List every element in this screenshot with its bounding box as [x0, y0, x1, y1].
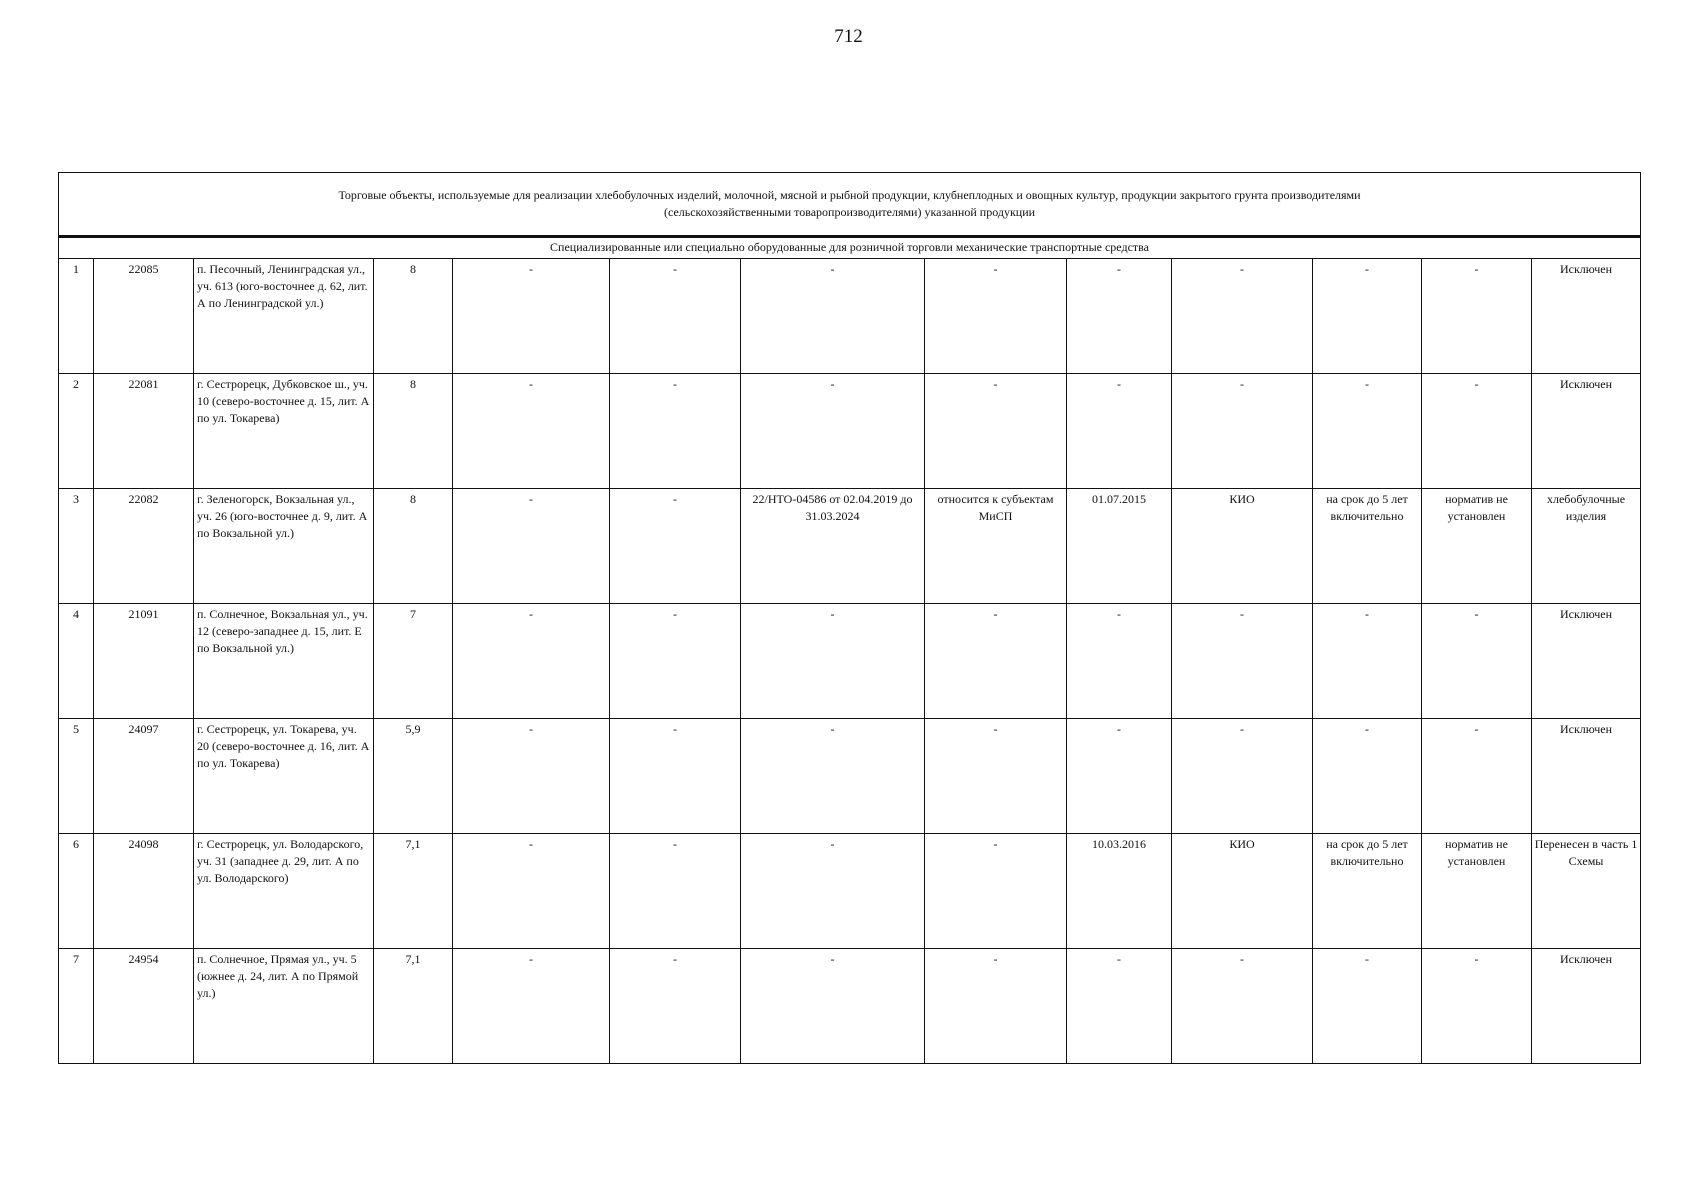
column-6-cell: - [610, 374, 741, 489]
contract-cell: - [741, 259, 925, 374]
object-id-cell: 22085 [94, 259, 194, 374]
address-cell: г. Сестрорецк, ул. Володарского, уч. 31 (западнее д. 29, лит. А по ул. Володарского) [194, 834, 374, 949]
term-cell: на срок до 5 лет включительно [1313, 834, 1422, 949]
business-category-cell: - [925, 834, 1067, 949]
status-cell: Перенесен в часть 1 Схемы [1532, 834, 1641, 949]
date-cell: - [1067, 949, 1172, 1064]
address-cell: г. Сестрорецк, Дубковское ш., уч. 10 (северо-восточнее д. 15, лит. А по ул. Токарева) [194, 374, 374, 489]
authority-cell: - [1172, 374, 1313, 489]
status-cell: хлебобулочные изделия [1532, 489, 1641, 604]
business-category-cell: - [925, 259, 1067, 374]
business-category-cell: - [925, 604, 1067, 719]
object-id-cell: 24098 [94, 834, 194, 949]
term-cell: - [1313, 604, 1422, 719]
term-cell: - [1313, 259, 1422, 374]
object-id-cell: 24097 [94, 719, 194, 834]
column-5-cell: - [453, 604, 610, 719]
date-cell: - [1067, 719, 1172, 834]
column-5-cell: - [453, 834, 610, 949]
row-number-cell: 3 [59, 489, 94, 604]
term-cell: на срок до 5 лет включительно [1313, 489, 1422, 604]
contract-cell: - [741, 834, 925, 949]
row-number-cell: 1 [59, 259, 94, 374]
column-5-cell: - [453, 949, 610, 1064]
column-6-cell: - [610, 949, 741, 1064]
date-cell: 10.03.2016 [1067, 834, 1172, 949]
column-6-cell: - [610, 604, 741, 719]
status-cell: Исключен [1532, 374, 1641, 489]
authority-cell: - [1172, 949, 1313, 1064]
column-5-cell: - [453, 719, 610, 834]
standard-cell: - [1422, 374, 1532, 489]
authority-cell: - [1172, 604, 1313, 719]
column-5-cell: - [453, 489, 610, 604]
contract-cell: - [741, 719, 925, 834]
table-title-row [59, 173, 1641, 237]
object-id-cell: 24954 [94, 949, 194, 1064]
status-cell: Исключен [1532, 604, 1641, 719]
column-6-cell: - [610, 719, 741, 834]
status-cell: Исключен [1532, 719, 1641, 834]
term-cell: - [1313, 719, 1422, 834]
status-cell: Исключен [1532, 259, 1641, 374]
date-cell: - [1067, 259, 1172, 374]
business-category-cell: - [925, 374, 1067, 489]
standard-cell: - [1422, 604, 1532, 719]
row-number-cell: 6 [59, 834, 94, 949]
row-number-cell: 5 [59, 719, 94, 834]
row-number-cell: 4 [59, 604, 94, 719]
section-heading: Специализированные или специально оборудованные для розничной торговли механические транспортные средства [59, 237, 1641, 259]
column-5-cell: - [453, 374, 610, 489]
row-number-cell: 2 [59, 374, 94, 489]
standard-cell: норматив не установлен [1422, 489, 1532, 604]
area-cell: 7 [374, 604, 453, 719]
contract-cell: - [741, 949, 925, 1064]
standard-cell: - [1422, 949, 1532, 1064]
column-6-cell: - [610, 259, 741, 374]
business-category-cell: относится к субъектам МиСП [925, 489, 1067, 604]
object-id-cell: 22082 [94, 489, 194, 604]
authority-cell: КИО [1172, 489, 1313, 604]
business-category-cell: - [925, 719, 1067, 834]
table-row [59, 489, 1641, 604]
business-category-cell: - [925, 949, 1067, 1064]
object-id-cell: 21091 [94, 604, 194, 719]
table-row [59, 374, 1641, 489]
table-title: Торговые объекты, используемые для реализации хлебобулочных изделий, молочной, мясной и рыбной продукции, клубнеплодных и овощных культур, продукции закрытого грунта производителями (сельскохозяйственными товаропроизводителями) указанной продукции [59, 173, 1641, 237]
column-5-cell: - [453, 259, 610, 374]
area-cell: 5,9 [374, 719, 453, 834]
term-cell: - [1313, 374, 1422, 489]
table-section-row [59, 237, 1641, 259]
address-cell: г. Сестрорецк, ул. Токарева, уч. 20 (северо-восточнее д. 16, лит. А по ул. Токарева) [194, 719, 374, 834]
address-cell: п. Солнечное, Вокзальная ул., уч. 12 (северо-западнее д. 15, лит. Е по Вокзальной ул.) [194, 604, 374, 719]
area-cell: 8 [374, 259, 453, 374]
object-id-cell: 22081 [94, 374, 194, 489]
area-cell: 7,1 [374, 834, 453, 949]
table-row [59, 719, 1641, 834]
authority-cell: - [1172, 259, 1313, 374]
standard-cell: норматив не установлен [1422, 834, 1532, 949]
table-row [59, 834, 1641, 949]
date-cell: - [1067, 604, 1172, 719]
area-cell: 7,1 [374, 949, 453, 1064]
date-cell: 01.07.2015 [1067, 489, 1172, 604]
contract-cell: - [741, 604, 925, 719]
term-cell: - [1313, 949, 1422, 1064]
column-6-cell: - [610, 489, 741, 604]
standard-cell: - [1422, 719, 1532, 834]
date-cell: - [1067, 374, 1172, 489]
address-cell: г. Зеленогорск, Вокзальная ул., уч. 26 (юго-восточнее д. 9, лит. А по Вокзальной ул.) [194, 489, 374, 604]
area-cell: 8 [374, 489, 453, 604]
table-row [59, 949, 1641, 1064]
standard-cell: - [1422, 259, 1532, 374]
page-number: 712 [834, 26, 863, 47]
address-cell: п. Солнечное, Прямая ул., уч. 5 (южнее д. 24, лит. А по Прямой ул.) [194, 949, 374, 1064]
table-body [59, 173, 1641, 1064]
row-number-cell: 7 [59, 949, 94, 1064]
table-row [59, 604, 1641, 719]
contract-cell: - [741, 374, 925, 489]
column-6-cell: - [610, 834, 741, 949]
table-row [59, 259, 1641, 374]
address-cell: п. Песочный, Ленинградская ул., уч. 613 (юго-восточнее д. 62, лит. А по Ленинградской ул.) [194, 259, 374, 374]
registry-table [58, 172, 1641, 1064]
contract-cell: 22/НТО-04586 от 02.04.2019 до 31.03.2024 [741, 489, 925, 604]
area-cell: 8 [374, 374, 453, 489]
authority-cell: - [1172, 719, 1313, 834]
authority-cell: КИО [1172, 834, 1313, 949]
status-cell: Исключен [1532, 949, 1641, 1064]
